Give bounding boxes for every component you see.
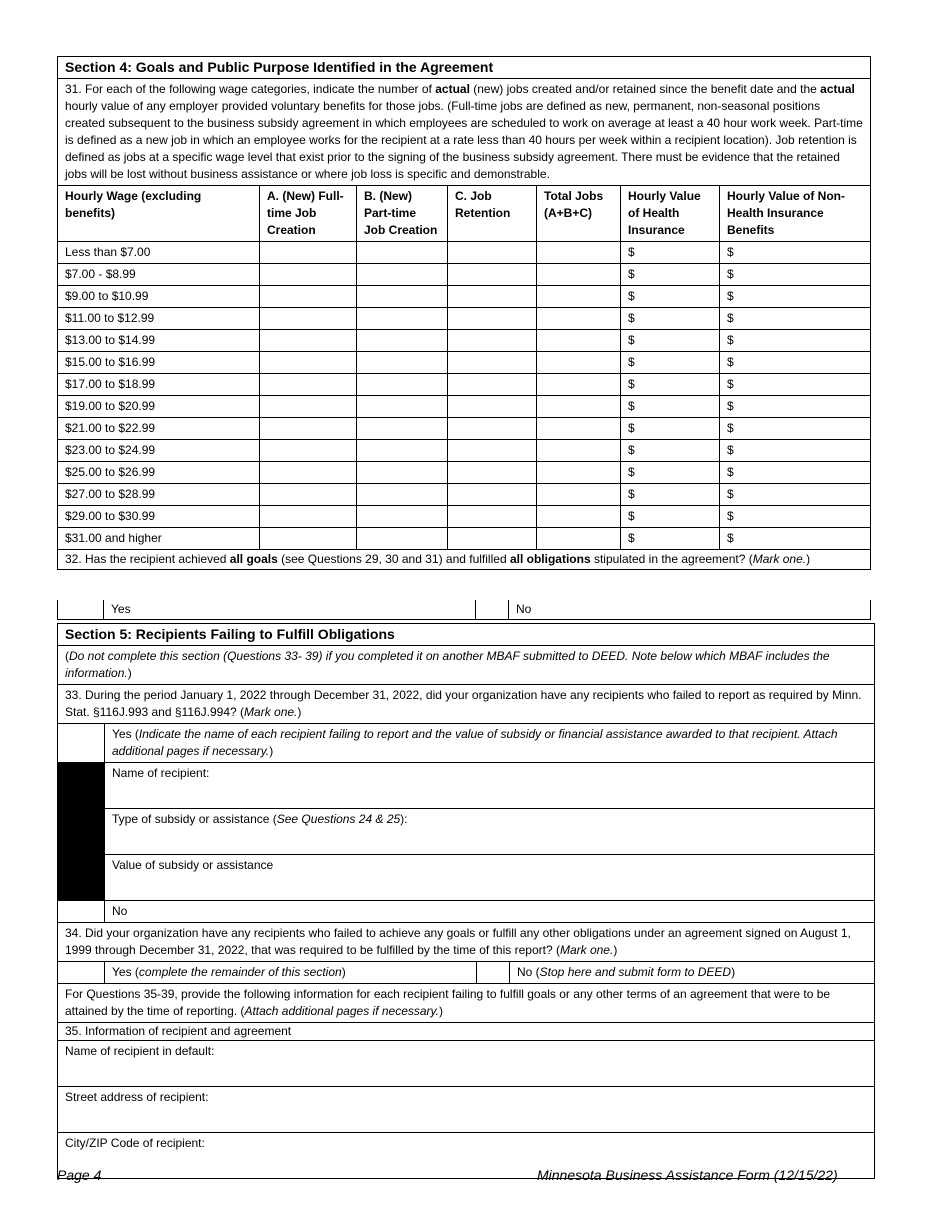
part-time-input[interactable] bbox=[357, 462, 448, 484]
question-32-answers bbox=[57, 600, 871, 620]
retention-input[interactable] bbox=[448, 484, 537, 506]
total-jobs-input[interactable] bbox=[537, 242, 621, 264]
total-jobs-input[interactable] bbox=[537, 396, 621, 418]
part-time-input[interactable] bbox=[357, 440, 448, 462]
q34-yes-checkbox[interactable] bbox=[58, 962, 105, 984]
non-health-benefits-value-input[interactable]: $ bbox=[720, 396, 871, 418]
health-insurance-value-input[interactable]: $ bbox=[621, 352, 720, 374]
retention-input[interactable] bbox=[448, 528, 537, 550]
health-insurance-value-input[interactable]: $ bbox=[621, 286, 720, 308]
wage-category-label: $19.00 to $20.99 bbox=[58, 396, 260, 418]
part-time-input[interactable] bbox=[357, 264, 448, 286]
questions-35-39-instructions: For Questions 35-39, provide the following information for each recipient failing to fulfill goals or any other terms of an agreement that were to be attained by the time of reporting. (Attach additional pages if necessary.) bbox=[58, 984, 875, 1023]
full-time-input[interactable] bbox=[260, 440, 357, 462]
total-jobs-input[interactable] bbox=[537, 330, 621, 352]
subsidy-value-field[interactable]: Value of subsidy or assistance bbox=[105, 855, 875, 901]
total-jobs-input[interactable] bbox=[537, 528, 621, 550]
q33-yes-checkbox[interactable] bbox=[58, 724, 105, 763]
total-jobs-input[interactable] bbox=[537, 462, 621, 484]
column-header: Hourly Value of Health Insurance bbox=[621, 186, 720, 242]
recipient-name-field[interactable]: Name of recipient: bbox=[105, 763, 875, 809]
health-insurance-value-input[interactable]: $ bbox=[621, 506, 720, 528]
default-recipient-name-field[interactable]: Name of recipient in default: bbox=[58, 1041, 875, 1087]
part-time-input[interactable] bbox=[357, 374, 448, 396]
retention-input[interactable] bbox=[448, 308, 537, 330]
section-4-table bbox=[57, 56, 871, 570]
non-health-benefits-value-input[interactable]: $ bbox=[720, 374, 871, 396]
q33-no-checkbox[interactable] bbox=[58, 901, 105, 923]
health-insurance-value-input[interactable]: $ bbox=[621, 528, 720, 550]
q32-no-label: No bbox=[509, 600, 871, 620]
question-34-text: 34. Did your organization have any recipients who failed to achieve any goals or fulfill any other obligations under an agreement signed on August 1, 1999 through December 31, 2022, that was required to be fulfilled by the time of this report? (Mark one.) bbox=[58, 923, 875, 962]
q34-yes-label: Yes (complete the remainder of this section) bbox=[105, 962, 477, 984]
health-insurance-value-input[interactable]: $ bbox=[621, 484, 720, 506]
part-time-input[interactable] bbox=[357, 242, 448, 264]
total-jobs-input[interactable] bbox=[537, 264, 621, 286]
section-5-title: Section 5: Recipients Failing to Fulfill Obligations bbox=[58, 624, 875, 646]
column-header: C. Job Retention bbox=[448, 186, 537, 242]
full-time-input[interactable] bbox=[260, 374, 357, 396]
column-header: B. (New) Part-time Job Creation bbox=[357, 186, 448, 242]
full-time-input[interactable] bbox=[260, 528, 357, 550]
health-insurance-value-input[interactable]: $ bbox=[621, 396, 720, 418]
column-header: A. (New) Full-time Job Creation bbox=[260, 186, 357, 242]
table-row bbox=[58, 440, 871, 462]
health-insurance-value-input[interactable]: $ bbox=[621, 440, 720, 462]
table-row bbox=[58, 264, 871, 286]
question-33-text: 33. During the period January 1, 2022 through December 31, 2022, did your organization have any recipients who failed to report as required by Minn. Stat. §116J.993 and §116J.994? (Mark one.) bbox=[58, 685, 875, 724]
q34-no-label: No (Stop here and submit form to DEED) bbox=[510, 962, 875, 984]
full-time-input[interactable] bbox=[260, 308, 357, 330]
retention-input[interactable] bbox=[448, 242, 537, 264]
health-insurance-value-input[interactable]: $ bbox=[621, 242, 720, 264]
total-jobs-input[interactable] bbox=[537, 440, 621, 462]
retention-input[interactable] bbox=[448, 286, 537, 308]
table-row bbox=[58, 528, 871, 550]
retention-input[interactable] bbox=[448, 462, 537, 484]
wage-category-label: $7.00 - $8.99 bbox=[58, 264, 260, 286]
part-time-input[interactable] bbox=[357, 528, 448, 550]
total-jobs-input[interactable] bbox=[537, 506, 621, 528]
table-row bbox=[58, 506, 871, 528]
wage-category-label: $29.00 to $30.99 bbox=[58, 506, 260, 528]
retention-input[interactable] bbox=[448, 264, 537, 286]
total-jobs-input[interactable] bbox=[537, 352, 621, 374]
full-time-input[interactable] bbox=[260, 506, 357, 528]
part-time-input[interactable] bbox=[357, 330, 448, 352]
non-health-benefits-value-input[interactable]: $ bbox=[720, 308, 871, 330]
table-row bbox=[58, 308, 871, 330]
q33-yes-label: Yes (Indicate the name of each recipient failing to report and the value of subsidy or financial assistance awarded to that recipient. Attach additional pages if necessary.) bbox=[105, 724, 875, 763]
health-insurance-value-input[interactable]: $ bbox=[621, 264, 720, 286]
part-time-input[interactable] bbox=[357, 506, 448, 528]
column-header: Hourly Wage (excluding benefits) bbox=[58, 186, 260, 242]
retention-input[interactable] bbox=[448, 418, 537, 440]
health-insurance-value-input[interactable]: $ bbox=[621, 374, 720, 396]
total-jobs-input[interactable] bbox=[537, 286, 621, 308]
q34-no-checkbox[interactable] bbox=[477, 962, 510, 984]
wage-category-label: $15.00 to $16.99 bbox=[58, 352, 260, 374]
wage-category-label: $11.00 to $12.99 bbox=[58, 308, 260, 330]
health-insurance-value-input[interactable]: $ bbox=[621, 330, 720, 352]
non-health-benefits-value-input[interactable]: $ bbox=[720, 506, 871, 528]
non-health-benefits-value-input[interactable]: $ bbox=[720, 418, 871, 440]
q32-yes-label: Yes bbox=[104, 600, 476, 620]
non-health-benefits-value-input[interactable]: $ bbox=[720, 352, 871, 374]
non-health-benefits-value-input[interactable]: $ bbox=[720, 286, 871, 308]
form-title-footer: Minnesota Business Assistance Form (12/15/22) bbox=[537, 1167, 838, 1183]
q32-no-checkbox[interactable] bbox=[476, 600, 509, 620]
wage-category-label: Less than $7.00 bbox=[58, 242, 260, 264]
full-time-input[interactable] bbox=[260, 396, 357, 418]
q32-yes-checkbox[interactable] bbox=[58, 600, 104, 620]
section-5-table bbox=[57, 623, 875, 1179]
wage-category-label: $9.00 to $10.99 bbox=[58, 286, 260, 308]
wage-category-label: $23.00 to $24.99 bbox=[58, 440, 260, 462]
wage-rows bbox=[58, 242, 871, 550]
full-time-input[interactable] bbox=[260, 462, 357, 484]
wage-category-label: $13.00 to $14.99 bbox=[58, 330, 260, 352]
wage-category-label: $31.00 and higher bbox=[58, 528, 260, 550]
section-4-title: Section 4: Goals and Public Purpose Identified in the Agreement bbox=[58, 57, 871, 79]
table-row bbox=[58, 286, 871, 308]
non-health-benefits-value-input[interactable]: $ bbox=[720, 330, 871, 352]
full-time-input[interactable] bbox=[260, 330, 357, 352]
non-health-benefits-value-input[interactable]: $ bbox=[720, 440, 871, 462]
q33-no-label: No bbox=[105, 901, 875, 923]
non-health-benefits-value-input[interactable]: $ bbox=[720, 484, 871, 506]
part-time-input[interactable] bbox=[357, 418, 448, 440]
table-row bbox=[58, 352, 871, 374]
health-insurance-value-input[interactable]: $ bbox=[621, 462, 720, 484]
total-jobs-input[interactable] bbox=[537, 308, 621, 330]
street-address-field[interactable]: Street address of recipient: bbox=[58, 1087, 875, 1133]
non-health-benefits-value-input[interactable]: $ bbox=[720, 242, 871, 264]
table-row bbox=[58, 374, 871, 396]
full-time-input[interactable] bbox=[260, 418, 357, 440]
question-32-text: 32. Has the recipient achieved all goals (see Questions 29, 30 and 31) and fulfilled all obligations stipulated in the agreement? (Mark one.) bbox=[58, 550, 871, 570]
health-insurance-value-input[interactable]: $ bbox=[621, 308, 720, 330]
full-time-input[interactable] bbox=[260, 484, 357, 506]
full-time-input[interactable] bbox=[260, 286, 357, 308]
wage-category-label: $21.00 to $22.99 bbox=[58, 418, 260, 440]
retention-input[interactable] bbox=[448, 330, 537, 352]
part-time-input[interactable] bbox=[357, 484, 448, 506]
health-insurance-value-input[interactable]: $ bbox=[621, 418, 720, 440]
table-row bbox=[58, 396, 871, 418]
city-zip-field[interactable]: City/ZIP Code of recipient: bbox=[58, 1133, 875, 1179]
section-5-note: (Do not complete this section (Questions 33- 39) if you completed it on another MBAF submitted to DEED. Note below which MBAF includes the information.) bbox=[58, 646, 875, 685]
full-time-input[interactable] bbox=[260, 242, 357, 264]
non-health-benefits-value-input[interactable]: $ bbox=[720, 264, 871, 286]
table-row bbox=[58, 242, 871, 264]
wage-category-label: $25.00 to $26.99 bbox=[58, 462, 260, 484]
part-time-input[interactable] bbox=[357, 352, 448, 374]
total-jobs-input[interactable] bbox=[537, 484, 621, 506]
table-row bbox=[58, 330, 871, 352]
retention-input[interactable] bbox=[448, 396, 537, 418]
table-row bbox=[58, 462, 871, 484]
column-header: Total Jobs (A+B+C) bbox=[537, 186, 621, 242]
retention-input[interactable] bbox=[448, 506, 537, 528]
page-number: Page 4 bbox=[57, 1167, 102, 1183]
wage-category-label: $17.00 to $18.99 bbox=[58, 374, 260, 396]
part-time-input[interactable] bbox=[357, 286, 448, 308]
table-row bbox=[58, 418, 871, 440]
full-time-input[interactable] bbox=[260, 352, 357, 374]
non-health-benefits-value-input[interactable]: $ bbox=[720, 528, 871, 550]
part-time-input[interactable] bbox=[357, 308, 448, 330]
retention-input[interactable] bbox=[448, 374, 537, 396]
table-row bbox=[58, 484, 871, 506]
full-time-input[interactable] bbox=[260, 264, 357, 286]
non-health-benefits-value-input[interactable]: $ bbox=[720, 462, 871, 484]
column-header: Hourly Value of Non-Health Insurance Benefits bbox=[720, 186, 871, 242]
total-jobs-input[interactable] bbox=[537, 418, 621, 440]
total-jobs-input[interactable] bbox=[537, 374, 621, 396]
part-time-input[interactable] bbox=[357, 396, 448, 418]
retention-input[interactable] bbox=[448, 352, 537, 374]
question-31-text: 31. For each of the following wage categories, indicate the number of actual (new) jobs created and/or retained since the benefit date and the actual hourly value of any employer provided voluntary benefits for those jobs. (Full-time jobs are defined as new, permanent, non-seasonal positions created subsequent to the business subsidy agreement in which employees are scheduled to work on average at least a 40 hour work week. Part-time is defined as a new job in which an employee works for the recipient at a rate less than 40 hours per week within a recipient location). Job retention is defined as jobs at a specific wage level that exist prior to the signing of the business subsidy agreement. There must be evidence that the retained jobs will be lost without business assistance or where job loss is specific and demonstrable. bbox=[58, 79, 871, 186]
retention-input[interactable] bbox=[448, 440, 537, 462]
wage-table-header bbox=[58, 186, 871, 242]
wage-category-label: $27.00 to $28.99 bbox=[58, 484, 260, 506]
blacked-out-cell bbox=[58, 763, 105, 901]
subsidy-type-field[interactable]: Type of subsidy or assistance (See Questions 24 & 25): bbox=[105, 809, 875, 855]
question-35-label: 35. Information of recipient and agreement bbox=[58, 1023, 875, 1041]
